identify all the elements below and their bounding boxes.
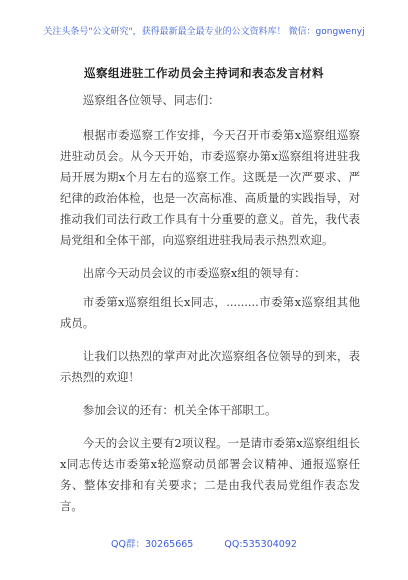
paragraph-welcome: 让我们以热烈的掌声对此次巡察组各位领导的到来，表示热烈的欢迎！: [60, 349, 360, 384]
paragraph-agenda: 今天的会议主要有2项议程。一是请市委第x巡察组组长x同志传达市委第x轮巡察动员部署会议精神、通报巡察任务、整体安排和有关要求；二是由我代表局党组作表态发言。: [60, 436, 360, 513]
paragraph-intro: 根据市委巡察工作安排，今天召开市委第x巡察组巡察进驻动员会。从今天开始，市委巡察办第x巡察组将进驻我局开展为期x个月左右的巡察工作。这既是一次严要求、严纪律的政治体检，也是一次高标准、高质量的实践指导，对推动我们司法行政工作具有十分重要的意义。首先，我代表局党组和全体干部，向巡察组进驻我局表示热烈欢迎。: [60, 128, 360, 247]
paragraph-attendees-heading: 出席今天动员会议的市委巡察x组的领导有：: [82, 266, 306, 280]
paragraph-greeting: 巡察组各位领导、同志们：: [82, 93, 220, 107]
paragraph-participants: 参加会议的还有：机关全体干部职工。: [82, 403, 277, 417]
document-body: [60, 90, 360, 529]
footer-qq: QQ:535304092: [224, 539, 297, 550]
footer-qq-group: QQ群：30265665: [111, 539, 194, 550]
paragraph-attendees-list: 市委第x巡察组组长x同志，.........市委第x巡察组其他成员。: [60, 295, 360, 330]
header-promo-note: 关注头条号"公文研究"，获得最新最全最专业的公文资料库！ 微信：gongwenyj: [43, 27, 365, 37]
footer-contact: [0, 536, 408, 550]
document-title: 巡察组进驻工作动员会主持词和表态发言材料: [84, 66, 324, 80]
